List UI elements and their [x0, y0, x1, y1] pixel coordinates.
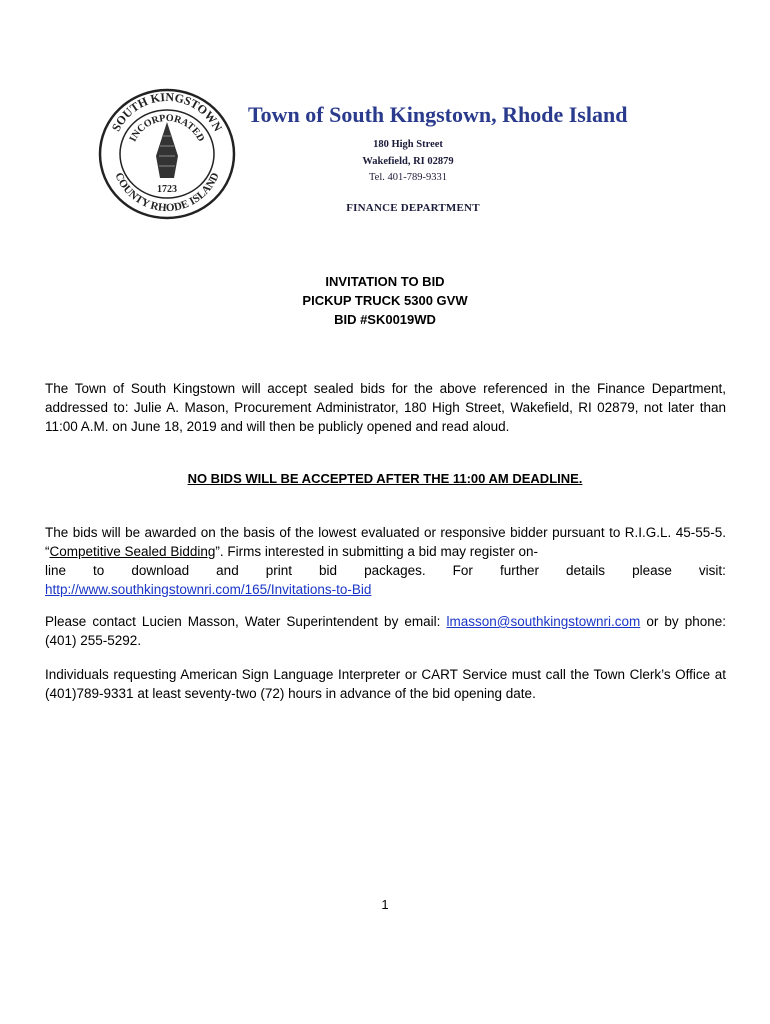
- contact-text: Please contact Lucien Masson, Water Superintendent by email:: [45, 614, 447, 629]
- word: download: [131, 563, 190, 578]
- word: line: [45, 563, 67, 578]
- title-line-1: INVITATION TO BID: [325, 274, 445, 289]
- seal-year: 1723: [157, 184, 177, 195]
- word: details: [566, 563, 606, 578]
- address-street: 180 High Street: [373, 139, 443, 150]
- town-name-heading: Town of South Kingstown, Rhode Island: [248, 102, 628, 127]
- word: For: [452, 563, 473, 578]
- deadline-notice: NO BIDS WILL BE ACCEPTED AFTER THE 11:00 AM DEADLINE.: [187, 471, 583, 486]
- address-telephone: Tel. 401-789-9331: [368, 172, 447, 183]
- word: please: [632, 563, 672, 578]
- bid-submission-paragraph: The Town of South Kingstown will accept sealed bids for the above referenced in the Finance Department, addressed to: Julie A. Mason, Procurement Administrator, 180 High Street, Wakefield, RI 02879, not later than 11:00 A.M. on June 18, 2019 and will then be publicly opened and read aloud.: [45, 381, 726, 434]
- invitations-to-bid-link[interactable]: http://www.southkingstownri.com/165/Invitations-to-Bid: [45, 582, 372, 597]
- award-basis-text: The bids will be awarded on the basis of the lowest evaluated or responsive bidder pursuant to R.I.G.L. 45-55-5. “: [45, 525, 726, 559]
- seal-inner-text: INCORPORATED: [127, 112, 207, 144]
- title-line-3: BID #SK0019WD: [334, 312, 436, 327]
- seal-top-text: SOUTH KINGSTOWN: [108, 89, 226, 134]
- word: visit:: [698, 563, 726, 578]
- word: to: [93, 563, 105, 578]
- justified-line: [45, 561, 726, 580]
- word: further: [499, 563, 539, 578]
- word: packages.: [364, 563, 426, 578]
- contact-paragraph: [45, 612, 726, 650]
- accessibility-paragraph: Individuals requesting American Sign Language Interpreter or CART Service must call the Town Clerk’s Office at (401)789-9331 at least seventy-two (72) hours in advance of the bid opening date.: [45, 667, 726, 701]
- word: bid: [319, 563, 338, 578]
- address-city: Wakefield, RI 02879: [362, 156, 454, 167]
- statute-title: Competitive Sealed Bidding: [49, 544, 216, 559]
- award-basis-text-2: ”. Firms interested in submitting a bid may register on-: [215, 544, 538, 559]
- award-basis-paragraph: [45, 523, 726, 599]
- document-title: [0, 272, 770, 329]
- contact-email-link[interactable]: lmasson@southkingstownri.com: [446, 614, 641, 629]
- page-number: 1: [381, 897, 389, 912]
- seal-bottom-text: COUNTY RHODE ISLAND: [112, 170, 222, 215]
- contact-phone-text: or by phone: (401) 255-5292.: [45, 614, 726, 648]
- title-line-2: PICKUP TRUCK 5300 GVW: [302, 293, 468, 308]
- town-seal-logo: [92, 86, 242, 221]
- word: and: [216, 563, 239, 578]
- word: print: [265, 563, 292, 578]
- department-name: FINANCE DEPARTMENT: [346, 202, 480, 214]
